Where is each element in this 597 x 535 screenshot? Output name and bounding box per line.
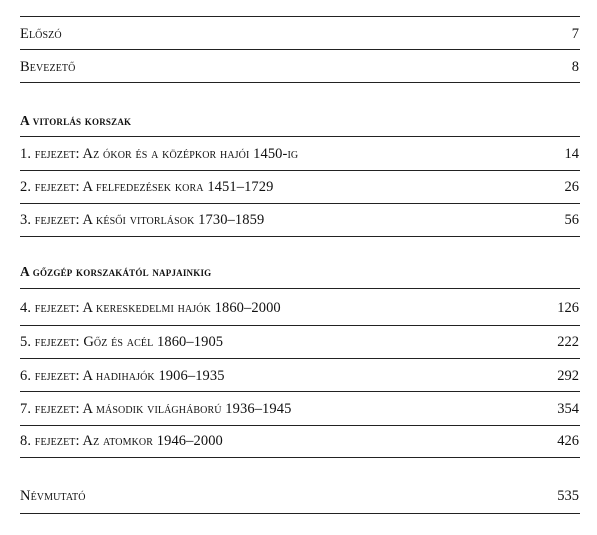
toc-entry-eloszo[interactable] (20, 24, 580, 44)
toc-entry-chapter-6[interactable] (20, 366, 580, 386)
divider (20, 391, 580, 392)
toc-entry-page: 222 (557, 334, 579, 350)
toc-entry-title: Előszó (20, 26, 62, 42)
divider (20, 49, 580, 50)
toc-entry-title: 6. fejezet: A hadihajók 1906–1935 (20, 368, 225, 384)
toc-entry-chapter-7[interactable] (20, 399, 580, 419)
toc-entry-page: 426 (557, 433, 579, 449)
divider (20, 136, 580, 137)
divider (20, 170, 580, 171)
toc-entry-title: 8. fejezet: Az atomkor 1946–2000 (20, 433, 223, 449)
toc-entry-chapter-8[interactable] (20, 431, 580, 451)
divider (20, 16, 580, 17)
toc-entry-title: 7. fejezet: A második világháború 1936–1945 (20, 401, 292, 417)
divider (20, 325, 580, 326)
toc-entry-bevezeto[interactable] (20, 57, 580, 77)
toc-entry-title: 4. fejezet: A kereskedelmi hajók 1860–2000 (20, 300, 281, 316)
divider (20, 513, 580, 514)
toc-entry-title: 1. fejezet: Az ókor és a középkor hajói 1450-ig (20, 146, 299, 162)
toc-entry-nevmutato[interactable] (20, 486, 580, 506)
section-heading: A vitorlás korszak (20, 113, 132, 128)
divider (20, 203, 580, 204)
toc-entry-chapter-5[interactable] (20, 332, 580, 352)
divider (20, 82, 580, 83)
toc-entry-page: 7 (571, 26, 579, 42)
toc-entry-page: 292 (557, 368, 579, 384)
toc-entry-page: 126 (557, 300, 579, 316)
toc-entry-page: 56 (564, 212, 579, 228)
toc-entry-title: Bevezető (20, 59, 76, 75)
toc-entry-page: 354 (557, 401, 579, 417)
toc-entry-title: 2. fejezet: A felfedezések kora 1451–1729 (20, 179, 274, 195)
divider (20, 236, 580, 237)
toc-entry-title: Névmutató (20, 488, 86, 504)
divider (20, 288, 580, 289)
divider (20, 457, 580, 458)
divider (20, 358, 580, 359)
toc-entry-chapter-2[interactable] (20, 177, 580, 197)
toc-entry-chapter-3[interactable] (20, 210, 580, 230)
toc-entry-page: 535 (557, 488, 579, 504)
toc-entry-page: 8 (571, 59, 579, 75)
toc-entry-page: 26 (564, 179, 579, 195)
toc-entry-chapter-1[interactable] (20, 144, 580, 164)
toc-entry-page: 14 (564, 146, 579, 162)
toc-entry-chapter-4[interactable] (20, 298, 580, 318)
toc-entry-title: 5. fejezet: Gőz és acél 1860–1905 (20, 334, 224, 350)
divider (20, 425, 580, 426)
toc-entry-title: 3. fejezet: A késői vitorlások 1730–1859 (20, 212, 265, 228)
section-heading: A gőzgép korszakától napjainkig (20, 264, 212, 279)
